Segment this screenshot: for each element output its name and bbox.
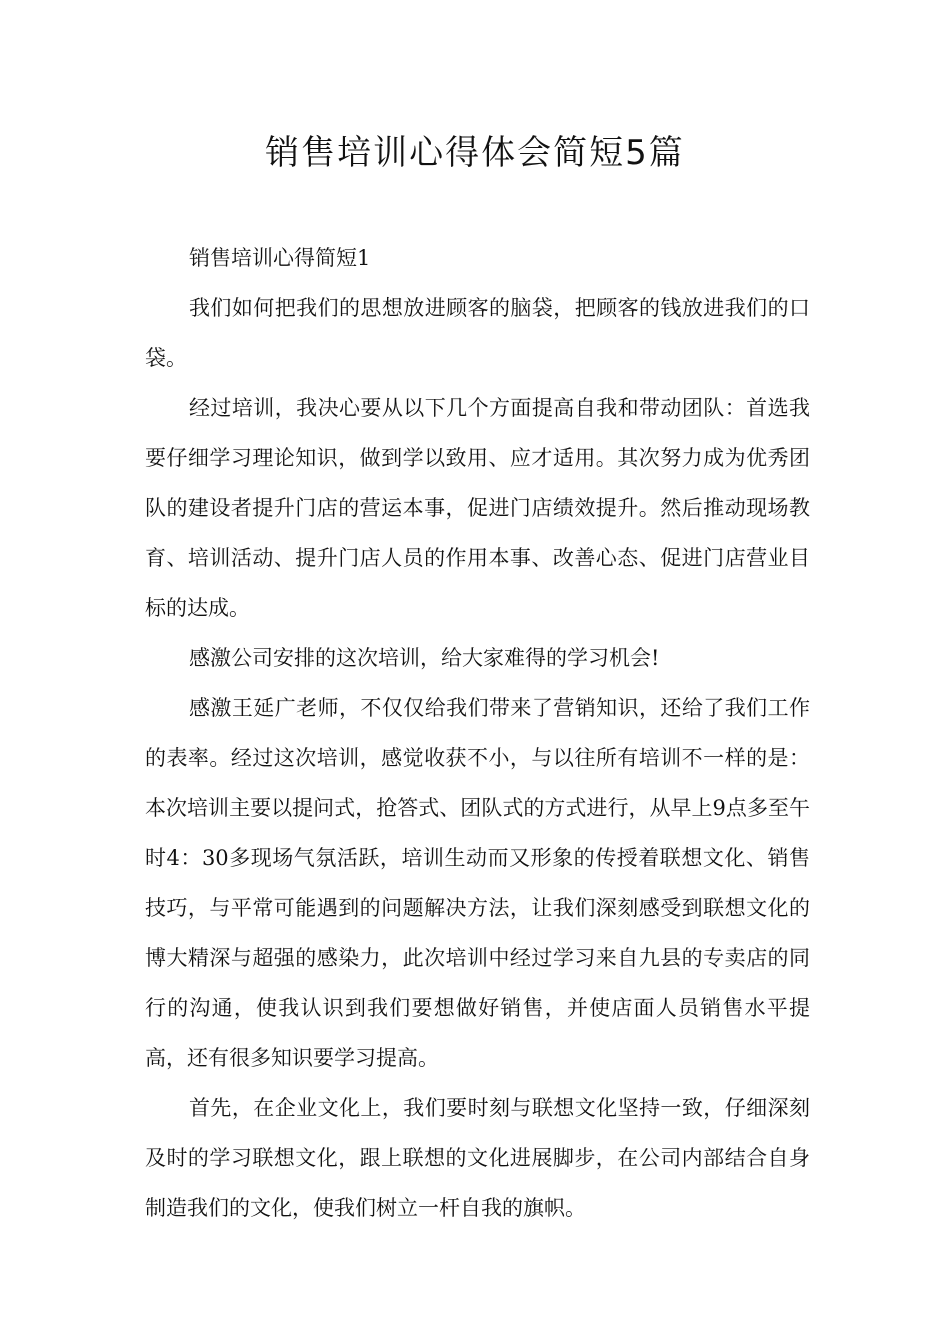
document-title: 销售培训心得体会简短5篇 <box>265 133 685 173</box>
paragraph: 感激公司安排的这次培训，给大家难得的学习机会! <box>189 646 660 670</box>
paragraph: 感激王延广老师，不仅仅给我们带来了营销知识，还给了我们工作的表率。经过这次培训，感觉收获不小，与以往所有培训不一样的是：本次培训主要以提问式，抢答式、团队式的方式进行，从早上9点多至午时4：30多现场气氛活跃，培训生动而又形象的传授着联想文化、销售技巧，与平常可能遇到的问题解决方法，让我们深刻感受到联想文化的博大精深与超强的感染力，此次培训中经过学习来自九县的专卖店的同行的沟通，使我认识到我们要想做好销售，并使店面人员销售水平提高，还有很多知识要学习提高。 <box>145 696 810 1070</box>
paragraph: 我们如何把我们的思想放进顾客的脑袋，把顾客的钱放进我们的口袋。 <box>145 296 810 370</box>
paragraph: 经过培训，我决心要从以下几个方面提高自我和带动团队：首选我要仔细学习理论知识，做到学以致用、应才适用。其次努力成为优秀团队的建设者提升门店的营运本事，促进门店绩效提升。然后推动现场教育、培训活动、提升门店人员的作用本事、改善心态、促进门店营业目标的达成。 <box>145 396 810 620</box>
document-body <box>145 233 810 1233</box>
paragraph: 首先，在企业文化上，我们要时刻与联想文化坚持一致，仔细深刻及时的学习联想文化，跟上联想的文化进展脚步，在公司内部结合自身制造我们的文化，使我们树立一杆自我的旗帜。 <box>145 1096 810 1220</box>
section-heading: 销售培训心得简短1 <box>189 246 371 270</box>
